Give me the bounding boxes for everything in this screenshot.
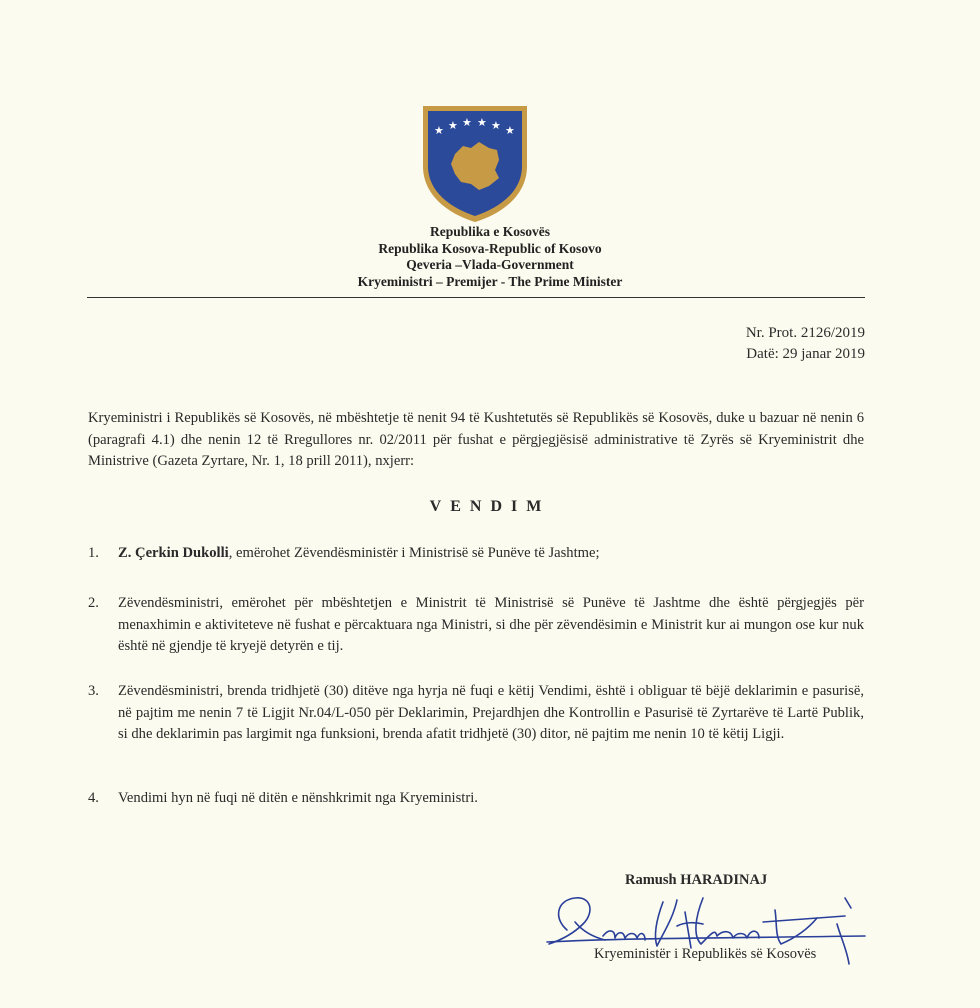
document-date: Datë: 29 janar 2019	[746, 346, 865, 362]
item-text: Vendimi hyn në fuqi në ditën e nënshkrimit nga Kryeministri.	[118, 790, 478, 806]
header-line-3: Qeveria –Vlada-Government	[406, 257, 574, 272]
header-line-1: Republika e Kosovës	[429, 224, 551, 239]
svg-text:★: ★	[477, 116, 487, 129]
protocol-number: Nr. Prot. 2126/2019	[745, 325, 865, 341]
list-item	[88, 681, 864, 746]
signatory-title: Kryeministër i Republikës së Kosovës	[594, 946, 817, 962]
item-text: Zëvendësministri, brenda tridhjetë (30) ditëve nga hyrja në fuqi e këtij Vendimi, është i obliguar të bëjë deklarimin e pasurisë, në pajtim me nenin 7 të Ligjit Nr.04/L-050 për Deklarimin, Prejardhjen dhe Kontrollin e Pasurisë të Zyrtarëve të Lartë Publik, si dhe deklarimin pas largimit nga funksioni, brenda afatit tridhjetë (30) ditor, në pajtim me nenin 10 të këtij Ligji.	[118, 683, 864, 742]
header-divider	[87, 297, 865, 298]
item-number: 2.	[88, 595, 99, 611]
item-number: 1.	[88, 545, 99, 561]
decision-title: VENDIM	[429, 498, 551, 515]
item-number: 4.	[88, 790, 99, 806]
kosovo-emblem-icon	[419, 104, 531, 224]
header-line-4: Kryeministri – Premijer - The Prime Minister	[357, 273, 623, 289]
item-text: Zëvendësministri, emërohet për mbështetjen e Ministrit të Ministrisë së Punëve të Jashtme dhe është përgjegjës për menaxhimin e aktiviteteve në fushat e përcaktuara nga Ministri, si dhe për zëvendësimin e Ministrit kur ai mungon ose kur nuk është në gjendje të kryejë detyrën e tij.	[118, 595, 864, 654]
list-item	[88, 543, 864, 565]
svg-text:★: ★	[505, 124, 515, 137]
svg-text:★: ★	[491, 119, 501, 132]
list-item	[88, 593, 864, 658]
svg-text:★: ★	[434, 124, 444, 137]
item-text: , emërohet Zëvendësministër i Ministrisë së Punëve të Jashtme;	[228, 545, 600, 561]
header-line-2: Republika Kosova-Republic of Kosovo	[378, 240, 602, 256]
svg-text:★: ★	[462, 116, 472, 129]
reference-block	[746, 323, 865, 365]
list-item	[88, 788, 864, 810]
appointee-name: Z. Çerkin Dukolli	[118, 545, 229, 561]
letterhead	[0, 224, 980, 290]
signatory-name: Ramush HARADINAJ	[625, 872, 768, 888]
svg-text:★: ★	[448, 119, 458, 132]
intro-paragraph: Kryeministri i Republikës së Kosovës, në mbështetje të nenit 94 të Kushtetutës së Republikës së Kosovës, duke u bazuar në nenin 6 (paragrafi 4.1) dhe nenin 12 të Rregullores nr. 02/2011 për fushat e përgjegjësisë administrative të Zyrës së Kryeministrit dhe Ministrive (Gazeta Zyrtare, Nr. 1, 18 prill 2011), nxjerr:	[88, 410, 864, 469]
item-number: 3.	[88, 683, 99, 699]
